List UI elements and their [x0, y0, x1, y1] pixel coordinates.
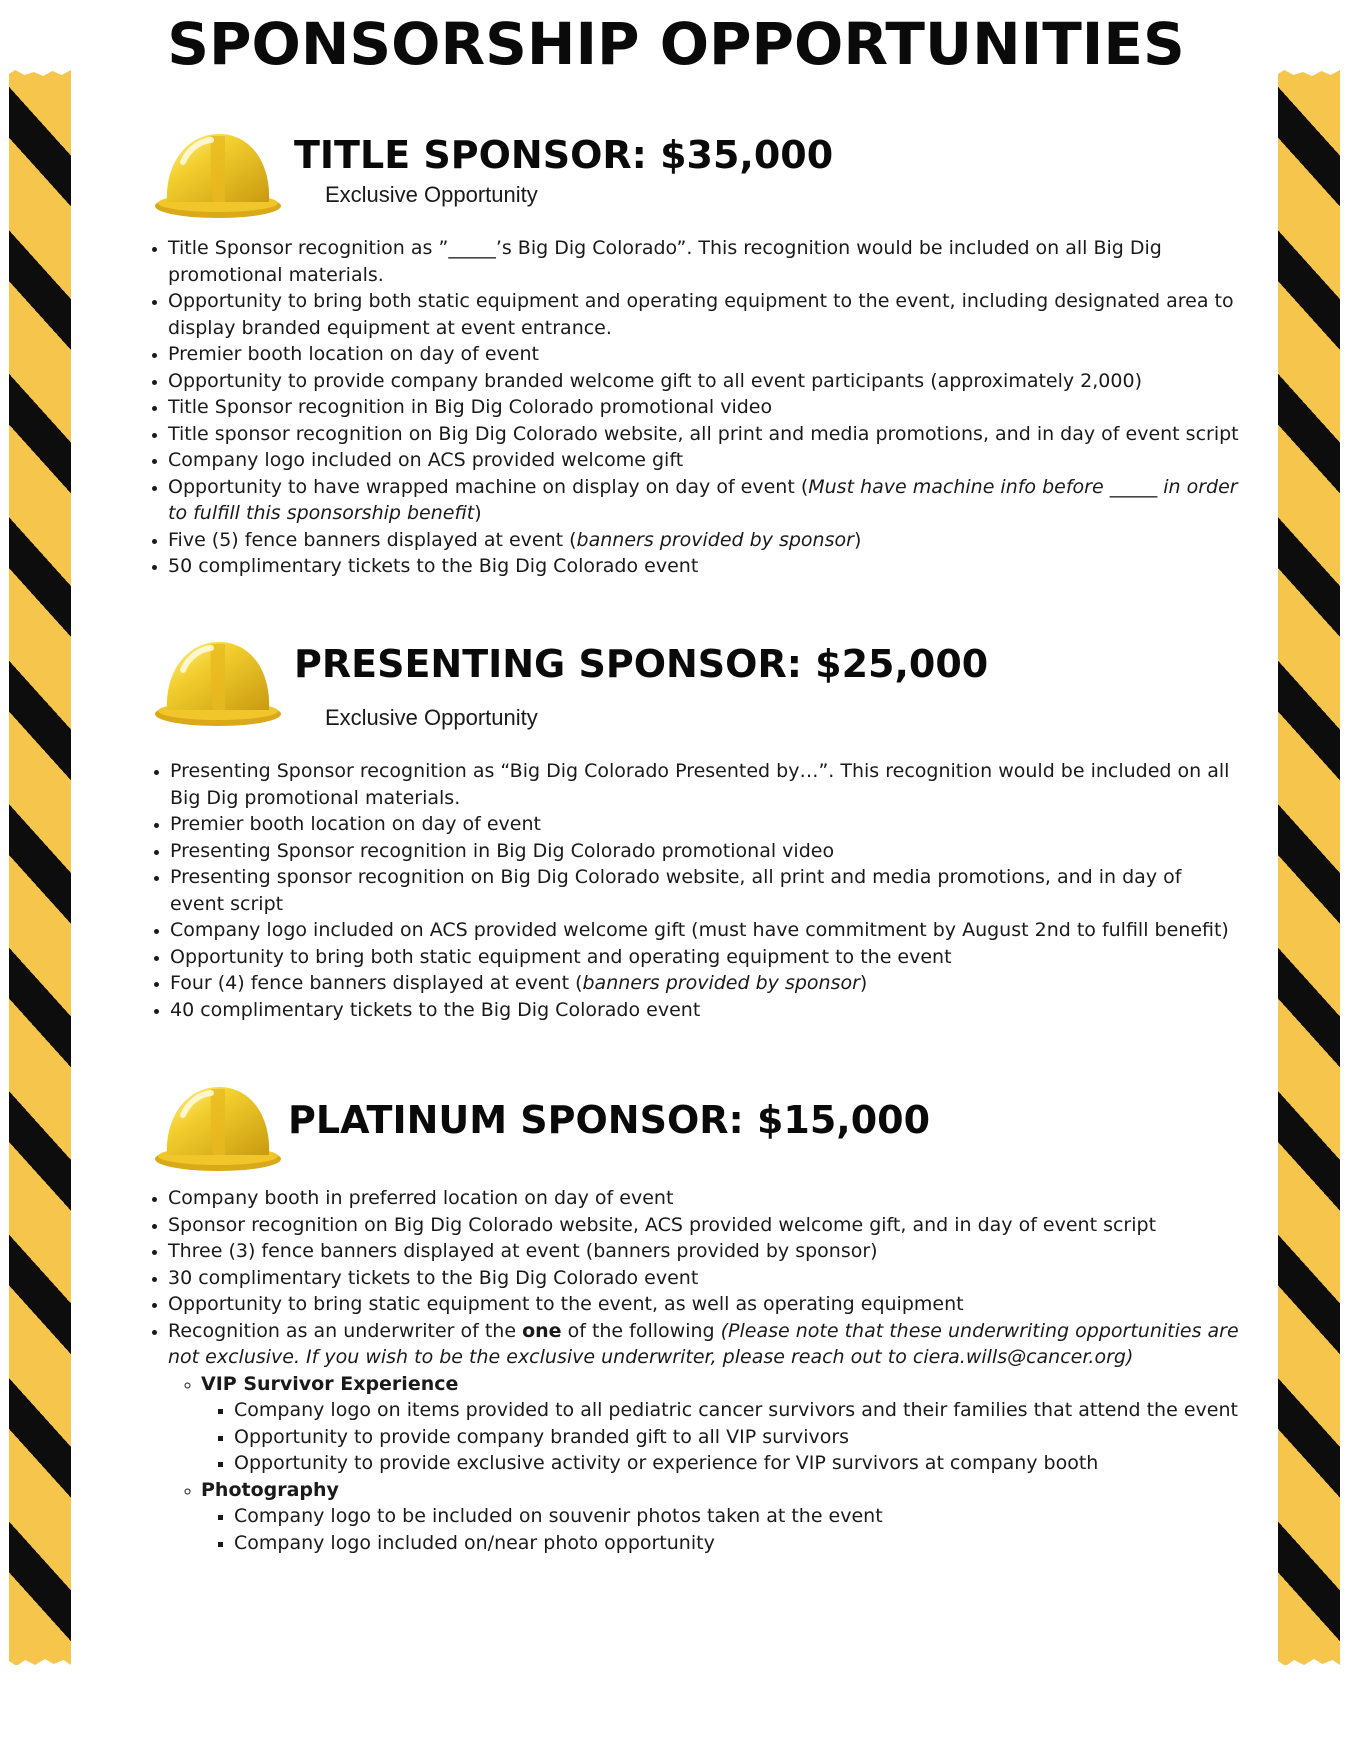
list-item: • Opportunity to bring static equipment to the event, as well as operating equipment: [168, 1291, 1240, 1318]
list-item: ▪ Company logo on items provided to all pediatric cancer survivors and their families that attend the event: [234, 1397, 1240, 1424]
hard-hat-icon: [153, 1075, 283, 1175]
option-title: Photography: [201, 1478, 339, 1501]
list-item: [201, 1371, 1240, 1477]
list-item: • Company logo included on ACS provided welcome gift (must have commitment by August 2nd to fulfill benefit): [170, 917, 1240, 944]
hard-hat-icon: [153, 122, 283, 222]
list-item: • Title Sponsor recognition as ”_____’s Big Dig Colorado”. This recognition would be included on all Big Dig promotional materials.: [168, 235, 1240, 288]
list-item: • 50 complimentary tickets to the Big Dig Colorado event: [168, 553, 1240, 580]
list-item: • Opportunity to bring both static equipment and operating equipment to the event: [170, 944, 1240, 971]
platinum-sponsor-heading: PLATINUM SPONSOR: $15,000: [288, 1098, 931, 1142]
presenting-sponsor-benefits: [145, 758, 1240, 1023]
list-item: ▪ Company logo to be included on souvenir photos taken at the event: [234, 1503, 1240, 1530]
list-item: • Opportunity to bring both static equipment and operating equipment to the event, including designated area to display branded equipment at event entrance.: [168, 288, 1240, 341]
list-item: • Five (5) fence banners displayed at event (banners provided by sponsor): [168, 527, 1240, 554]
underwriter-options: [168, 1371, 1240, 1557]
caution-tape-left-border: [9, 70, 71, 1665]
list-item: • Recognition as an underwriter of the one of the following (Please note that these underwriting opportunities are not exclusive. If you wish to be the exclusive underwriter, please reach out to ciera.wills@cancer.org) ◦ VIP Survivor Experience ▪ Company logo on items provided to all pediatric cancer survivors and their families that attend the event ▪ Opportunity to provide company branded gift to all VIP survivors ▪ Opportunity to provide exclusive activity or experience for VIP survivors at company booth ◦ Photography ▪ Company logo to be included on souvenir photos taken at the event ▪ Company logo included on/near photo opportunity: [168, 1318, 1240, 1557]
list-item: • Opportunity to provide company branded welcome gift to all event participants (approximately 2,000): [168, 368, 1240, 395]
hard-hat-icon: [153, 630, 283, 730]
caution-tape-right-border: [1278, 70, 1340, 1665]
list-item: ▪ Company logo included on/near photo opportunity: [234, 1530, 1240, 1557]
platinum-sponsor-benefits: [143, 1185, 1240, 1556]
list-item: • Presenting sponsor recognition on Big Dig Colorado website, all print and media promotions, and in day of event script: [170, 864, 1240, 917]
option-title: VIP Survivor Experience: [201, 1372, 459, 1395]
tape-torn-edge-bottom: [9, 1659, 71, 1669]
list-item: • Title sponsor recognition on Big Dig Colorado website, all print and media promotions, and in day of event script: [168, 421, 1240, 448]
list-item: • 40 complimentary tickets to the Big Dig Colorado event: [170, 997, 1240, 1024]
list-item: • Four (4) fence banners displayed at event (banners provided by sponsor): [170, 970, 1240, 997]
list-item: [201, 1477, 1240, 1557]
presenting-sponsor-heading: PRESENTING SPONSOR: $25,000: [294, 642, 989, 686]
list-item: • Premier booth location on day of event: [170, 811, 1240, 838]
list-item: ▪ Opportunity to provide exclusive activity or experience for VIP survivors at company booth: [234, 1450, 1240, 1477]
presenting-sponsor-subheading: Exclusive Opportunity: [325, 705, 538, 730]
list-item: • Three (3) fence banners displayed at event (banners provided by sponsor): [168, 1238, 1240, 1265]
title-sponsor-benefits: [143, 235, 1240, 580]
tape-torn-edge-bottom: [1278, 1659, 1340, 1669]
list-item: • Company logo included on ACS provided welcome gift: [168, 447, 1240, 474]
list-item: • Presenting Sponsor recognition in Big Dig Colorado promotional video: [170, 838, 1240, 865]
list-item: • Premier booth location on day of event: [168, 341, 1240, 368]
title-sponsor-subheading: Exclusive Opportunity: [325, 182, 538, 207]
list-item: • Title Sponsor recognition in Big Dig Colorado promotional video: [168, 394, 1240, 421]
list-item: • Sponsor recognition on Big Dig Colorado website, ACS provided welcome gift, and in day of event script: [168, 1212, 1240, 1239]
list-item: ▪ Opportunity to provide company branded gift to all VIP survivors: [234, 1424, 1240, 1451]
list-item: • Presenting Sponsor recognition as “Big Dig Colorado Presented by…”. This recognition would be included on all Big Dig promotional materials.: [170, 758, 1240, 811]
title-sponsor-heading: TITLE SPONSOR: $35,000: [294, 133, 834, 177]
list-item: • Company booth in preferred location on day of event: [168, 1185, 1240, 1212]
page-title: SPONSORSHIP OPPORTUNITIES: [167, 10, 1185, 78]
list-item: • Opportunity to have wrapped machine on display on day of event (Must have machine info before _____ in order to fulfill this sponsorship benefit): [168, 474, 1240, 527]
list-item: • 30 complimentary tickets to the Big Dig Colorado event: [168, 1265, 1240, 1292]
